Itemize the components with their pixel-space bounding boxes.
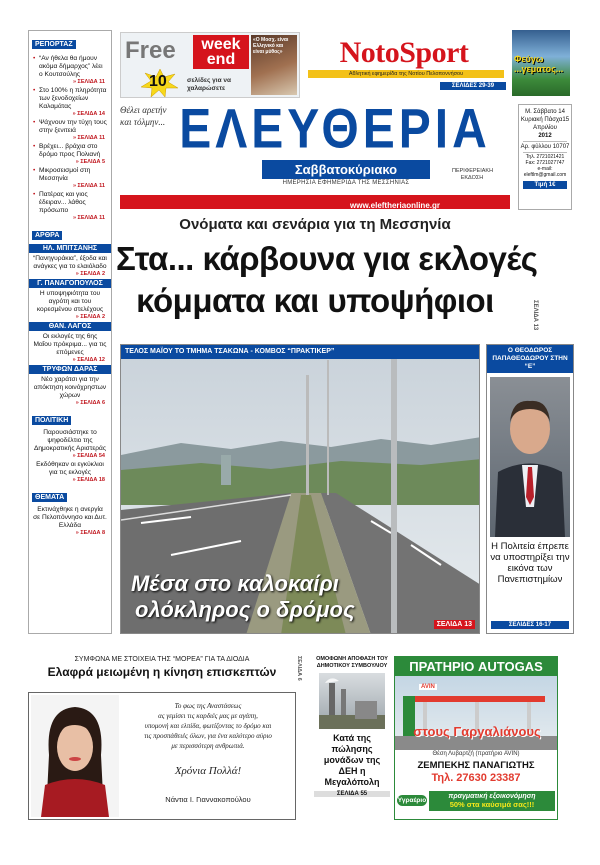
story-author: Γ. ΠΑΝΑΓΟΠΟΥΛΟΣ [29, 279, 111, 288]
promo-photo [251, 35, 297, 95]
sidebar-story[interactable] [29, 85, 111, 117]
sidebar-story[interactable] [29, 459, 111, 483]
photo-caption-2: ολόκληρος ο δρόμος [135, 597, 355, 622]
issue-fax: Fax: 2721027747 [525, 160, 565, 166]
autogas-location: στους Γαργαλιάνους [413, 724, 541, 739]
story-page-ref: » ΣΕΛΙΔΑ 54 [72, 453, 105, 459]
sport-caption: Φεύγω ...γεματος... [514, 54, 564, 74]
sidebar-story[interactable] [29, 365, 111, 406]
greeting-line: τις προσπάθειές όλων, για ένα καλύτερο αύριο [144, 732, 272, 740]
tagline: Θέλει αρετήν και τόλμην... [120, 105, 167, 127]
story-author: ΗΛ. ΜΠΙΤΣΑΝΗΣ [29, 244, 111, 253]
story-page-ref: » ΣΕΛΙΔΑ 5 [75, 159, 105, 165]
traffic-page: ΣΕΛΙΔΑ 6 [296, 656, 302, 681]
sidebar-story[interactable] [29, 165, 111, 189]
story-teaser: • Πατέρας και γιος έδειραν... λάθος πρόσωπο [29, 189, 111, 215]
sidebar-story[interactable] [29, 427, 111, 459]
issue-price: Τιμή 1€ [523, 181, 567, 189]
story-page-ref: » ΣΕΛΙΔΑ 11 [72, 215, 105, 221]
photo-caption-1: Μέσα στο καλοκαίρι [131, 571, 339, 596]
weekend-badge [193, 35, 249, 69]
section-label-reportaz: ΡΕΠΟΡΤΑΖ [32, 40, 76, 49]
section-label-arthra: ΑΡΘΡΑ [32, 231, 62, 240]
photo-page: ΣΕΛΙΔΑ 13 [434, 620, 475, 629]
story-author: ΘΑΝ. ΛΑΓΟΣ [29, 322, 111, 331]
story-teaser: • “Αν ήθελα θα ήμουν ακόμα δήμαρχος” λέει ο Κουτσούλης [29, 53, 111, 79]
story-teaser: • Στο 100% η πληρότητα των ξενοδοχείων Καλαμάτας [29, 85, 111, 111]
greeting-ad [28, 692, 296, 820]
issue-email: eleftlm@gmail.com [523, 172, 567, 178]
story-page-ref: » ΣΕΛΙΔΑ 2 [75, 314, 105, 320]
story-teaser: Εκδόθηκαν οι εγκύκλιοι για τις εκλογές [36, 461, 104, 476]
promo-photo-caption: «Ο Μοσχ. είναι Ελληνικό και είναι μύθος» [253, 37, 289, 55]
story-teaser: “Πανηγυράκια”, έξοδα και ανάγκες για το ελαιόλαδο [33, 255, 107, 270]
right-story[interactable] [486, 344, 574, 634]
edition-label: ΠΕΡΙΦΕΡΕΙΑΚΗ ΕΚΔΟΣΗ [452, 168, 494, 181]
autogas-owner: ΖΕΜΠΕΚΗΣ ΠΑΝΑΓΙΩΤΗΣ [417, 760, 535, 771]
arthra-list [29, 244, 111, 406]
megalopoli-story[interactable] [314, 656, 390, 820]
notosport-promo[interactable] [302, 32, 510, 98]
autogas-title: ΠΡΑΤΗΡΙΟ AUTOGAS [395, 657, 557, 676]
sidebar-story[interactable] [29, 189, 111, 221]
issue-info [518, 104, 572, 210]
weekend-top: week [201, 36, 241, 53]
issue-phone: Τηλ. 2721021421 [525, 154, 565, 160]
weekend-bottom: end [206, 51, 236, 68]
sidebar-story[interactable] [29, 117, 111, 141]
story-page-ref: » ΣΕΛΙΔΑ 2 [75, 271, 105, 277]
politiki-list [29, 427, 111, 483]
greeting-wishes: Χρόνια Πολλά! [174, 765, 242, 777]
website-url[interactable]: www.eleftheriaonline.gr [350, 201, 440, 210]
autogas-slogan-2: 50% στα καύσιμά σας!!! [449, 800, 535, 809]
greeting-line: υπομονή και ελπίδα, φωτίζοντας το δρόμο και [144, 722, 272, 730]
lead-kicker: Ονόματα και σενάρια για τη Μεσσηνία [179, 216, 451, 233]
power-plant-photo [319, 673, 385, 729]
story-teaser: Νέο χαράτσι για την απόκτηση κοινόχρηστων χώρων [33, 376, 107, 399]
traffic-story[interactable] [28, 656, 296, 684]
story-teaser: Η υποψηφιότητα του αγρότη και του κορεσμένου στελέχους [36, 290, 104, 313]
issue-date-2: Κυριακή Πάσχα15 [520, 117, 570, 123]
story-author: ΤΡΥΦΩΝ ΔΑΡΑΣ [29, 365, 111, 374]
issue-date-3: Απριλίου [533, 125, 557, 131]
notosport-subline: Αθλητική εφημερίδα της Νοτίου Πελοποννήσου [308, 70, 504, 78]
lead-side-page: ΣΕΛΙΔΑ 13 [532, 300, 538, 331]
autogas-slogan-1: πραγματική εξοικονόμηση [448, 793, 536, 800]
right-story-pages: ΣΕΛΙΔΕΣ 16-17 [491, 621, 569, 629]
greeting-signature: Νάντια Ι. Γιαννακοπούλου [165, 795, 251, 804]
issue-number: Αρ. φύλλου 10707 [520, 144, 570, 150]
issue-email-label: e-mail: [537, 166, 553, 172]
right-story-text: Η Πολιτεία έπρεπε να υποστηρίξει την εικόνα των Πανεπιστημίων [490, 541, 570, 585]
story-page-ref: » ΣΕΛΙΔΑ 6 [75, 400, 105, 406]
story-page-ref: » ΣΕΛΙΔΑ 8 [75, 530, 105, 536]
autogas-phone[interactable]: Τηλ. 27630 23387 [431, 772, 521, 784]
greeting-lines [123, 701, 293, 751]
greeting-line: ας γεμίσει τις καρδιές μας με αγάπη, [158, 712, 258, 720]
autogas-sub: Θέση Λυβαρτζή (πρατήριο AVIN) [432, 751, 520, 757]
story-page-ref: » ΣΕΛΙΔΑ 11 [72, 183, 105, 189]
story-page-ref: » ΣΕΛΙΔΑ 11 [72, 79, 105, 85]
sidebar-story[interactable] [29, 322, 111, 363]
autogas-slogan [429, 791, 555, 811]
greeting-line: με περισσότερη ανθρωπιά. [171, 742, 245, 750]
photo-banner: ΤΕΛΟΣ ΜΑΪΟΥ ΤΟ ΤΜΗΜΑ ΤΣΑΚΩΝΑ - ΚΟΜΒΟΣ “ΠΡΑΚΤΙΚΕΡ” [121, 345, 479, 359]
free-label: Free [125, 37, 176, 64]
sidebar-story[interactable] [29, 141, 111, 165]
promo-text: σελίδες για να χαλαρώσετε [187, 77, 231, 92]
story-teaser: Εκτινάχθηκε η ανεργία σε Πελοπόννησο και Δυτ. Ελλάδα [33, 506, 107, 529]
station-photo [395, 676, 557, 750]
right-banner: Ο ΘΕΟΔΩΡΟΣ ΠΑΠΑΘΕΟΔΩΡΟΥ ΣΤΗΝ “Ε” [487, 345, 573, 373]
notosport-logo: NotoSport [339, 36, 469, 69]
website-bar[interactable] [120, 195, 510, 209]
story-teaser: • Βρέχει... βράχια στο δρόμο προς Πολιανή [29, 141, 111, 159]
lead-headline-2[interactable]: κόμματα και υποψήφιοι [136, 282, 494, 319]
section-label-politiki: ΠΟΛΙΤΙΚΗ [32, 416, 71, 425]
megalopoli-kicker: ΟΜΟΦΩΝΗ ΑΠΟΦΑΣΗ ΤΟΥ ΔΗΜΟΤΙΚΟΥ ΣΥΜΒΟΥΛΙΟΥ [316, 656, 388, 669]
story-page-ref: » ΣΕΛΙΔΑ 12 [72, 357, 105, 363]
sidebar-story[interactable] [29, 244, 111, 277]
story-teaser: Οι εκλογές της 6ης Μαΐου πρόκριμα... για τις επόμενες [33, 333, 107, 356]
reportaz-list [29, 53, 111, 221]
lead-headline-1[interactable]: Στα... κάρβουνα για εκλογές [116, 240, 538, 277]
ten-label: 10 [149, 73, 167, 90]
story-page-ref: » ΣΕΛΙΔΑ 11 [72, 135, 105, 141]
autogas-ad[interactable] [394, 656, 558, 820]
story-teaser: Παρουσιάστηκε το ψηφοδέλτιο της Δημοκρατικής Αριστεράς [33, 429, 107, 452]
portrait-photo [490, 377, 570, 537]
traffic-headline: Ελαφρά μειωμένη η κίνηση επισκεπτών [47, 665, 277, 679]
sidebar [28, 30, 112, 634]
story-page-ref: » ΣΕΛΙΔΑ 14 [72, 111, 105, 117]
masthead-title: ΕΛΕΥΘΕΡΙΑ [179, 99, 491, 161]
brand-badge: AVIN [421, 684, 435, 690]
sport-photo [512, 30, 570, 96]
sidebar-story[interactable] [29, 53, 111, 85]
traffic-kicker: ΣΥΜΦΩΝΑ ΜΕ ΣΤΟΙΧΕΙΑ ΤΗΣ “ΜΟΡΕΑ” ΓΙΑ ΤΑ ΔΙΟΔΙΑ [74, 656, 250, 663]
masthead-subtitle: Σαββατοκύριακο [262, 160, 430, 179]
story-teaser: • Ψάχνουν την τύχη τους στην ξενιτειά [29, 117, 111, 135]
story-teaser: • Μικροσεισμοί στη Μεσσηνία [29, 165, 111, 183]
greeting-line: Το φως της Αναστάσεως [174, 702, 242, 710]
woman-photo [31, 695, 119, 817]
story-page-ref: » ΣΕΛΙΔΑ 18 [72, 477, 105, 483]
issue-year: 2012 [538, 133, 552, 139]
sidebar-story[interactable] [29, 279, 111, 320]
megalopoli-text: Κατά της πώλησης μονάδων της ΔΕΗ η Μεγαλόπολη [323, 733, 381, 787]
notosport-pages: ΣΕΛΙΔΕΣ 29-39 [440, 82, 506, 90]
section-label-themata: ΘΕΜΑΤΑ [32, 493, 67, 502]
masthead-description: ΗΜΕΡΗΣΙΑ ΕΦΗΜΕΡΙΔΑ ΤΗΣ ΜΕΣΣΗΝΙΑΣ [282, 180, 410, 186]
themata-list [29, 504, 111, 536]
issue-date-1: Μ. Σάββατο 14 [525, 109, 565, 115]
weekend-promo[interactable] [120, 32, 300, 98]
sidebar-story[interactable] [29, 504, 111, 536]
megalopoli-page: ΣΕΛΙΔΑ 55 [314, 791, 390, 797]
gas-badge: Υγραέριο [397, 797, 427, 804]
photo-story[interactable] [120, 344, 480, 634]
